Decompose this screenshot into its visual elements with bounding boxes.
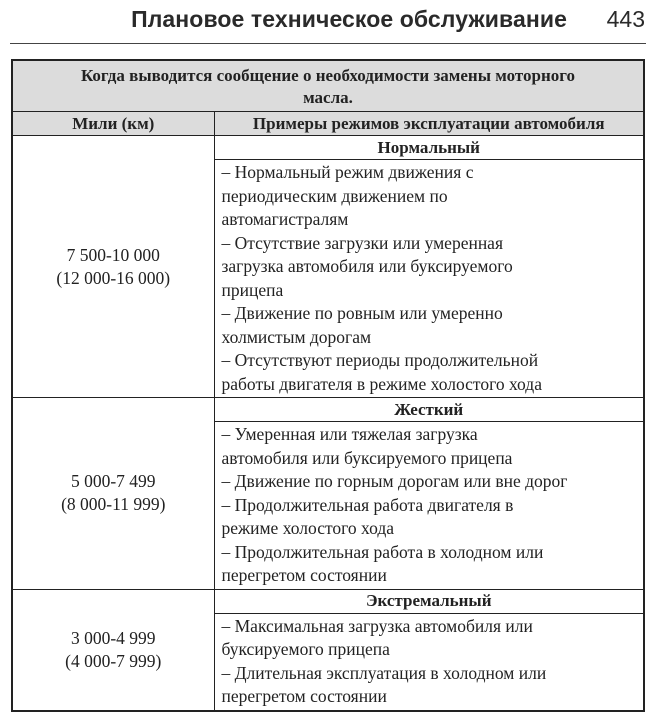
example-line: – Продолжительная работа в холодном или	[221, 541, 544, 562]
example-line: периодическим движением по	[221, 185, 448, 206]
examples-cell	[214, 160, 644, 398]
caption-line: масла.	[303, 88, 353, 107]
table-row	[12, 589, 644, 613]
miles-value: 5 000-7 499	[70, 471, 156, 492]
example-line: – Умеренная или тяжелая загрузка	[221, 424, 478, 444]
example-line: автомобиля или буксируемого прицепа	[221, 447, 513, 468]
example-line: перегретом состоянии	[221, 565, 387, 585]
example-line: холмистым дорогам	[221, 326, 372, 347]
miles-cell	[12, 398, 214, 590]
miles-value: 3 000-4 999	[70, 627, 156, 648]
caption-line: Когда выводится сообщение о необходимости замены моторного	[80, 66, 576, 85]
table-row	[12, 398, 644, 422]
miles-value: 7 500-10 000	[66, 244, 160, 265]
example-line: – Движение по ровным или умеренно	[221, 303, 503, 323]
mode-heading: Жесткий	[214, 398, 644, 422]
page-number: 443	[606, 6, 645, 32]
mode-heading: Нормальный	[214, 136, 644, 160]
column-header-examples: Примеры режимов эксплуатации автомобиля	[214, 112, 644, 136]
miles-cell	[12, 589, 214, 711]
page-header	[0, 0, 650, 44]
example-line: – Отсутствуют периоды продолжительной	[221, 350, 539, 370]
table-caption-row	[12, 60, 644, 112]
page-title: Плановое техническое обслуживание	[131, 6, 567, 32]
example-line: автомагистралям	[221, 209, 349, 229]
example-line: – Отсутствие загрузки или умеренная	[221, 232, 504, 253]
example-line: прицепа	[221, 279, 284, 300]
column-header-miles: Мили (км)	[12, 112, 214, 136]
table-row	[12, 136, 644, 160]
example-line: буксируемого прицепа	[221, 639, 390, 659]
examples-cell	[214, 613, 644, 711]
km-value: (4 000-7 999)	[65, 650, 162, 671]
example-line: – Нормальный режим движения с	[221, 162, 474, 182]
km-value: (8 000-11 999)	[61, 494, 166, 515]
example-line: – Продолжительная работа двигателя в	[221, 494, 514, 515]
miles-cell	[12, 136, 214, 398]
example-line: загрузка автомобиля или буксируемого	[221, 256, 513, 276]
example-line: – Длительная эксплуатация в холодном или	[221, 662, 547, 683]
example-line: перегретом состоянии	[221, 686, 387, 706]
km-value: (12 000-16 000)	[56, 267, 171, 288]
example-line: – Движение по горным дорогам или вне дорог	[221, 471, 568, 491]
example-line: – Максимальная загрузка автомобиля или	[221, 615, 533, 636]
column-header-row	[12, 112, 644, 136]
header-divider	[10, 43, 646, 44]
oil-change-table	[11, 59, 645, 712]
table-caption	[12, 60, 644, 112]
examples-cell	[214, 422, 644, 590]
example-line: работы двигателя в режиме холостого хода	[221, 373, 542, 394]
example-line: режиме холостого хода	[221, 518, 395, 538]
mode-heading: Экстремальный	[214, 589, 644, 613]
